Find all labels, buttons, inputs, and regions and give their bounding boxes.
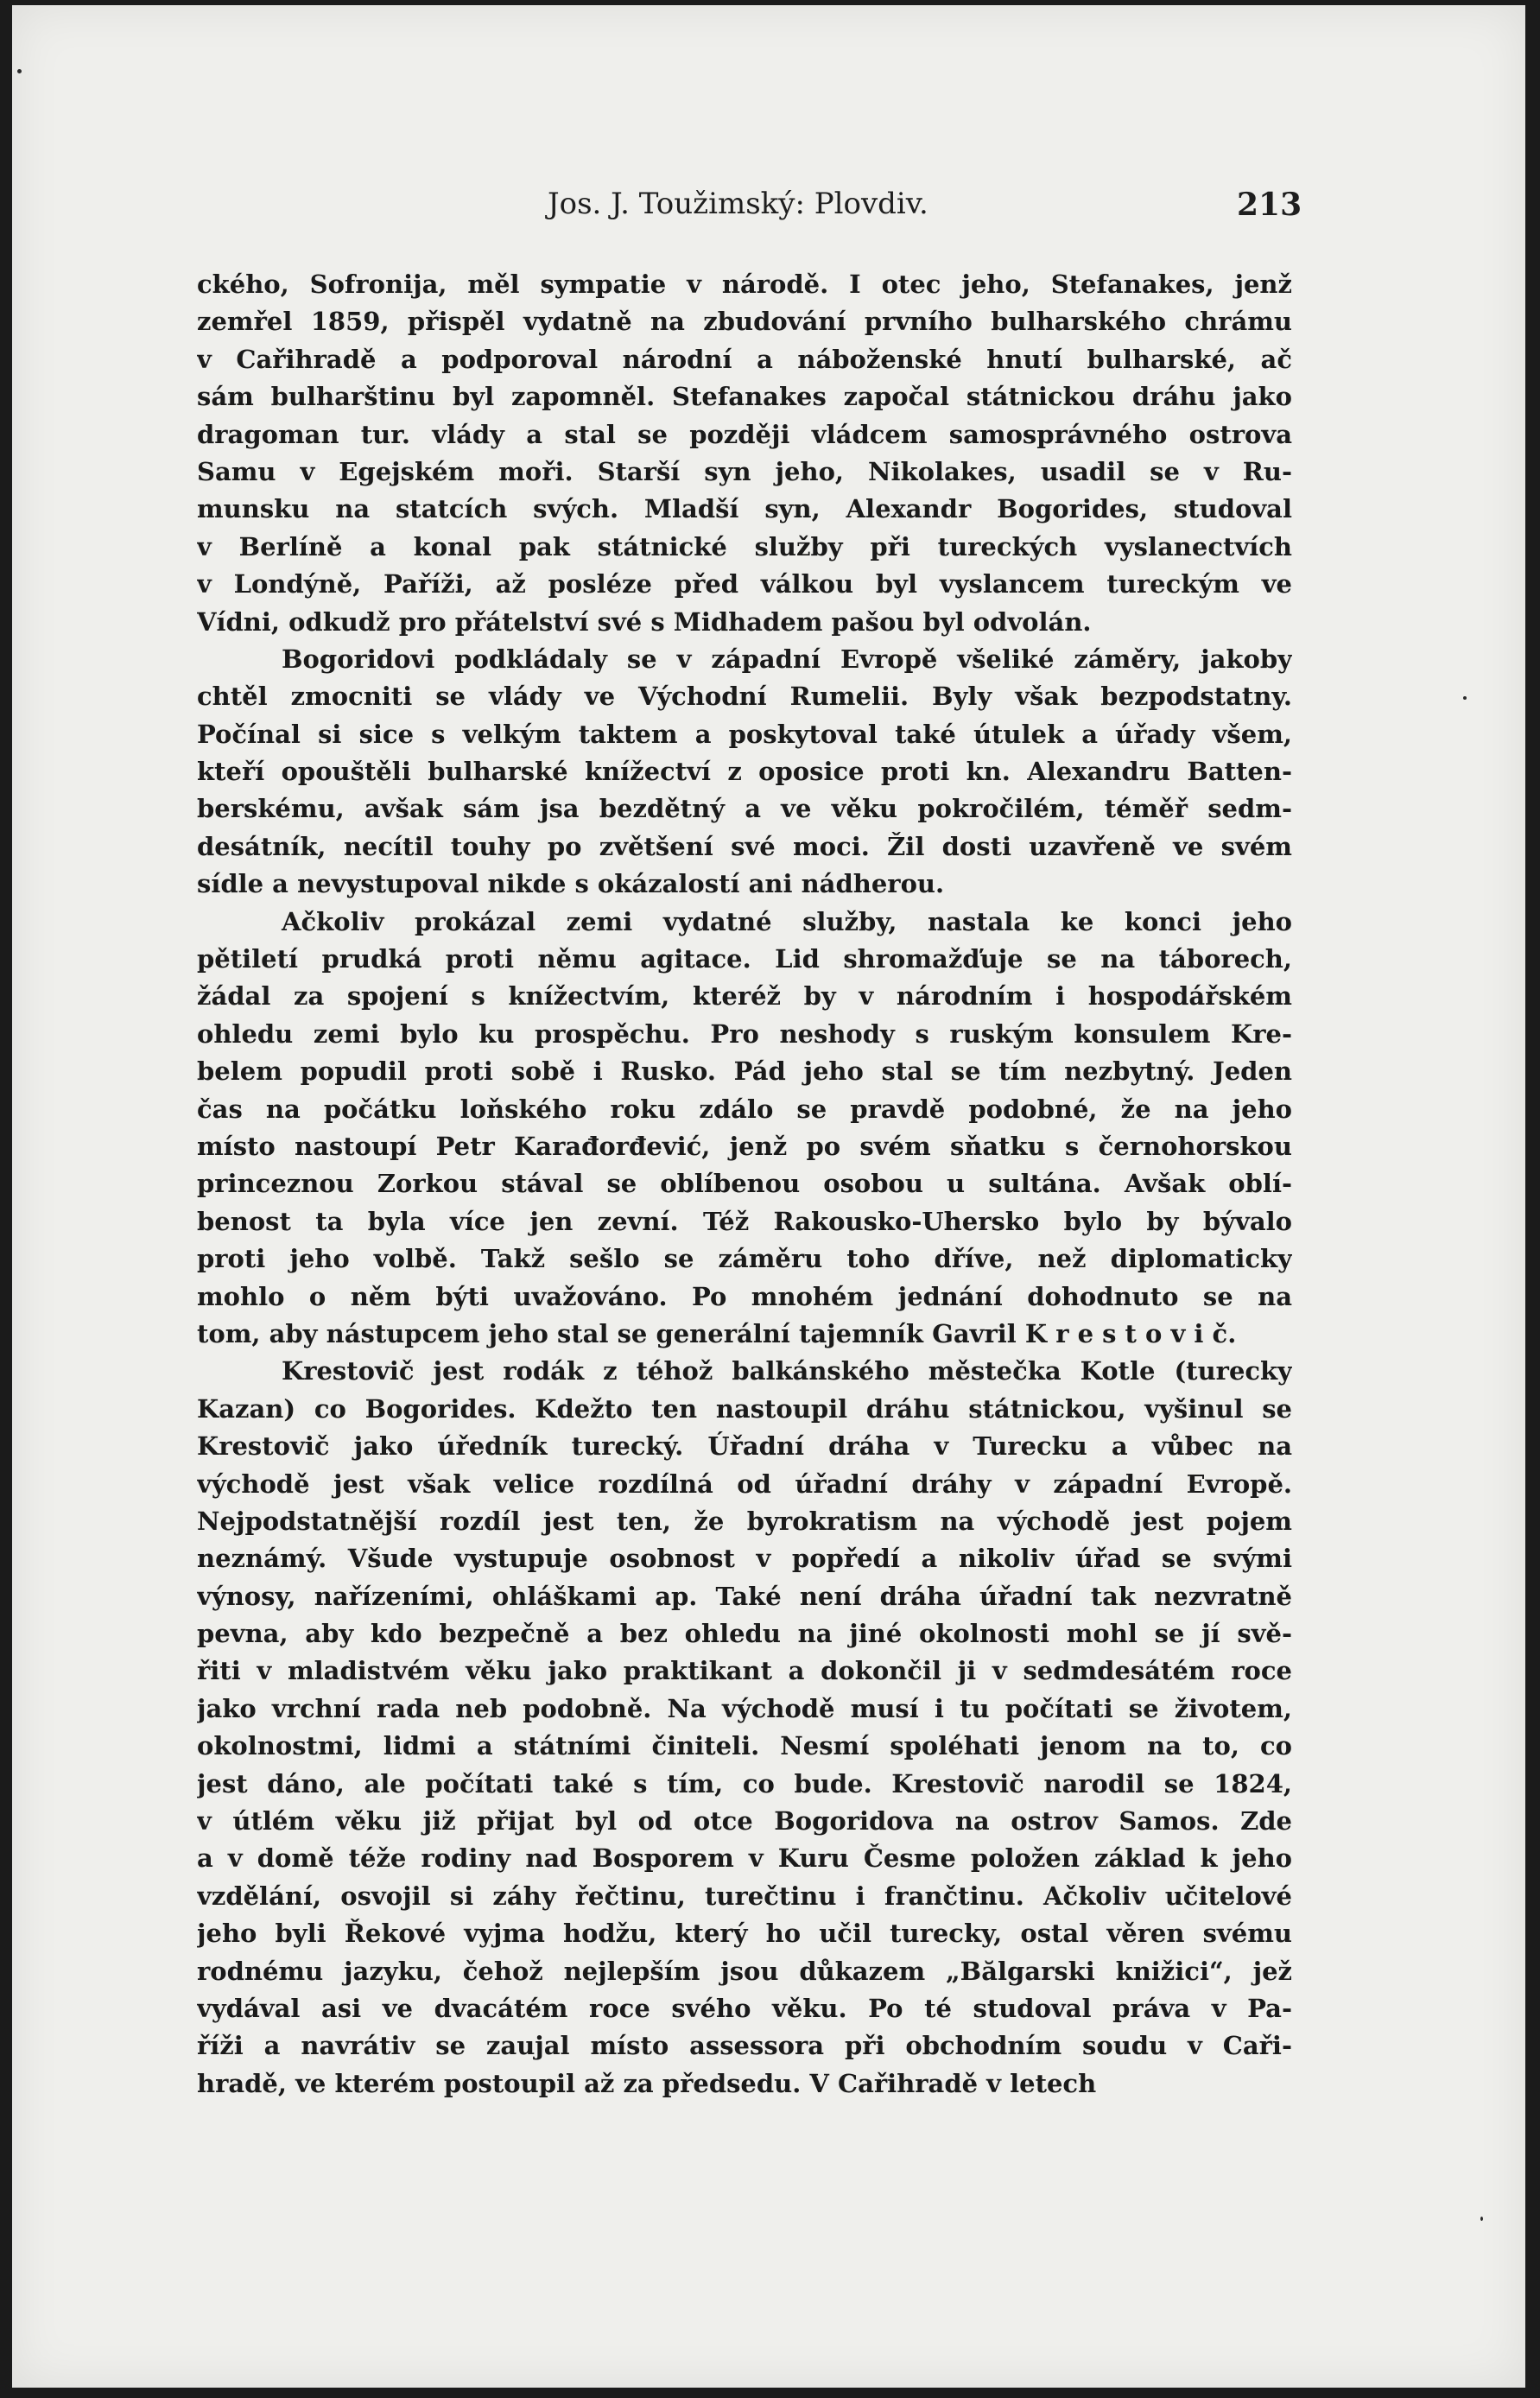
text-line: v Londýně, Paříži, až posléze před válkou byl vyslancem tureckým ve xyxy=(197,569,1292,600)
text-line: Samu v Egejském moři. Starší syn jeho, Nikolakes, usadil se v Ru- xyxy=(197,456,1292,486)
text-line: čas na počátku loňského roku zdálo se pravdě podobné, že na jeho xyxy=(197,1094,1292,1124)
text-line: vzdělání, osvojil si záhy řečtinu, turečtinu i frančtinu. Ačkoliv učitelové xyxy=(197,1881,1292,1911)
page-number: 213 xyxy=(1237,187,1302,223)
scan-speck xyxy=(17,69,22,73)
text-line: Krestovič jako úředník turecký. Úřadní dráha v Turecku a vůbec na xyxy=(197,1431,1292,1462)
text-line: sídle a nevystupoval nikde s okázalostí ani nádherou. xyxy=(197,869,945,899)
text-line: pevna, aby kdo bezpečně a bez ohledu na jiné okolnosti mohl se jí svě- xyxy=(197,1619,1292,1649)
text-line: Ačkoliv prokázal zemi vydatné služby, nastala ke konci jeho xyxy=(282,906,1292,936)
text-line: pětiletí prudká proti němu agitace. Lid shromažďuje se na táborech, xyxy=(197,944,1292,974)
text-line: munsku na statcích svých. Mladší syn, Alexandr Bogorides, studoval xyxy=(197,494,1292,524)
text-line: v útlém věku již přijat byl od otce Bogoridova na ostrov Samos. Zde xyxy=(197,1806,1292,1837)
scan-speck xyxy=(1480,2217,1483,2221)
text-line: sám bulharštinu byl zapomněl. Stefanakes započal státnickou dráhu jako xyxy=(197,382,1292,412)
text-line: říži a navrátiv se zaujal místo assessora při obchodním soudu v Caři- xyxy=(197,2031,1292,2061)
text-line: Bogoridovi podkládaly se v západní Evropě všeliké záměry, jakoby xyxy=(282,644,1292,674)
text-line: v Berlíně a konal pak státnické služby při tureckých vyslanectvích xyxy=(197,531,1292,561)
text-line: proti jeho volbě. Takž sešlo se záměru toho dříve, než diplomaticky xyxy=(197,1244,1292,1274)
text-line: jeho byli Řekové vyjma hodžu, který ho učil turecky, ostal věren svému xyxy=(197,1919,1292,1949)
text-line: Kazan) co Bogorides. Kdežto ten nastoupil dráhu státnickou, vyšinul se xyxy=(197,1393,1292,1424)
text-line: dragoman tur. vlády a stal se později vládcem samosprávného ostrova xyxy=(197,419,1292,449)
text-line: ohledu zemi bylo ku prospěchu. Pro neshody s ruským konsulem Kre- xyxy=(197,1018,1292,1049)
text-line: berskému, avšak sám jsa bezdětný a ve věku pokročilém, téměř sedm- xyxy=(197,794,1292,824)
text-line: v Cařihradě a podporoval národní a náboženské hnutí bulharské, ač xyxy=(197,344,1292,374)
text-line: řiti v mladistvém věku jako praktikant a dokončil ji v sedmdesátém roce xyxy=(197,1656,1292,1686)
text-line: belem popudil proti sobě i Rusko. Pád jeho stal se tím nezbytný. Jeden xyxy=(197,1056,1292,1087)
text-line: kteří opouštěli bulharské knížectví z oposice proti kn. Alexandru Batten- xyxy=(197,757,1292,787)
paragraph xyxy=(197,641,1292,904)
scan-speck xyxy=(1463,696,1467,700)
text-line: chtěl zmocniti se vlády ve Východní Rumelii. Byly však bezpodstatny. xyxy=(197,682,1292,712)
text-line: benost ta byla více jen zevní. Též Rakousko-Uhersko bylo by bývalo xyxy=(197,1206,1292,1236)
text-line: mohlo o něm býti uvažováno. Po mnohém jednání dohodnuto se na xyxy=(197,1281,1292,1311)
text-line: východě jest však velice rozdílná od úřadní dráhy v západní Evropě. xyxy=(197,1469,1292,1499)
text-line: neznámý. Všude vystupuje osobnost v popředí a nikoliv úřad se svými xyxy=(197,1544,1292,1574)
text-line: tom, aby nástupcem jeho stal se generální tajemník Gavril K r e s t o v i č. xyxy=(197,1318,1237,1348)
text-line: místo nastoupí Petr Karađorđević, jenž po svém sňatku s černohorskou xyxy=(197,1131,1292,1161)
paragraph xyxy=(197,1353,1292,2103)
text-line: jako vrchní rada neb podobně. Na východě musí i tu počítati se životem, xyxy=(197,1693,1292,1723)
text-line: ckého, Sofronija, měl sympatie v národě. I otec jeho, Stefanakes, jenž xyxy=(197,270,1292,299)
text-line: vydával asi ve dvacátém roce svého věku. Po té studoval práva v Pa- xyxy=(197,1993,1292,2023)
running-title: Jos. J. Toužimský: Plovdiv. xyxy=(548,187,928,221)
paragraph xyxy=(197,904,1292,1354)
text-line: Nejpodstatnější rozdíl jest ten, že byrokratism na východě jest pojem xyxy=(197,1506,1292,1536)
text-line: žádal za spojení s knížectvím, kteréž by v národním i hospodářském xyxy=(197,981,1292,1012)
text-line: zemřel 1859, přispěl vydatně na zbudování prvního bulharského chrámu xyxy=(197,307,1292,337)
text-line: Vídni, odkudž pro přátelství své s Midhadem pašou byl odvolán. xyxy=(197,606,1092,637)
paragraph xyxy=(197,266,1292,641)
text-line: a v domě téže rodiny nad Bosporem v Kuru Česme položen základ k jeho xyxy=(197,1843,1292,1874)
text-line: Krestovič jest rodák z téhož balkánského městečka Kotle (turecky xyxy=(282,1356,1292,1386)
page-header xyxy=(12,187,1525,230)
text-line: rodnému jazyku, čehož nejlepším jsou důkazem „Bălgarski knižici“, jež xyxy=(197,1956,1292,1986)
text-line: princeznou Zorkou stával se oblíbenou osobou u sultána. Avšak oblí- xyxy=(197,1169,1292,1199)
text-line: Počínal si sice s velkým taktem a poskytoval také útulek a úřady všem, xyxy=(197,719,1292,749)
text-line: okolnostmi, lidmi a státními činiteli. Nesmí spoléhati jenom na to, co xyxy=(197,1731,1292,1761)
text-line: jest dáno, ale počítati také s tím, co bude. Krestovič narodil se 1824, xyxy=(197,1768,1292,1798)
text-line: výnosy, nařízeními, ohláškami ap. Také není dráha úřadní tak nezvratně xyxy=(197,1581,1292,1611)
text-line: hradě, ve kterém postoupil až za předsedu. V Cařihradě v letech xyxy=(197,2068,1097,2098)
text-line: desátník, necítil touhy po zvětšení své moci. Žil dosti uzavřeně ve svém xyxy=(197,831,1292,861)
body-text xyxy=(197,266,1292,2103)
book-page xyxy=(12,5,1525,2388)
